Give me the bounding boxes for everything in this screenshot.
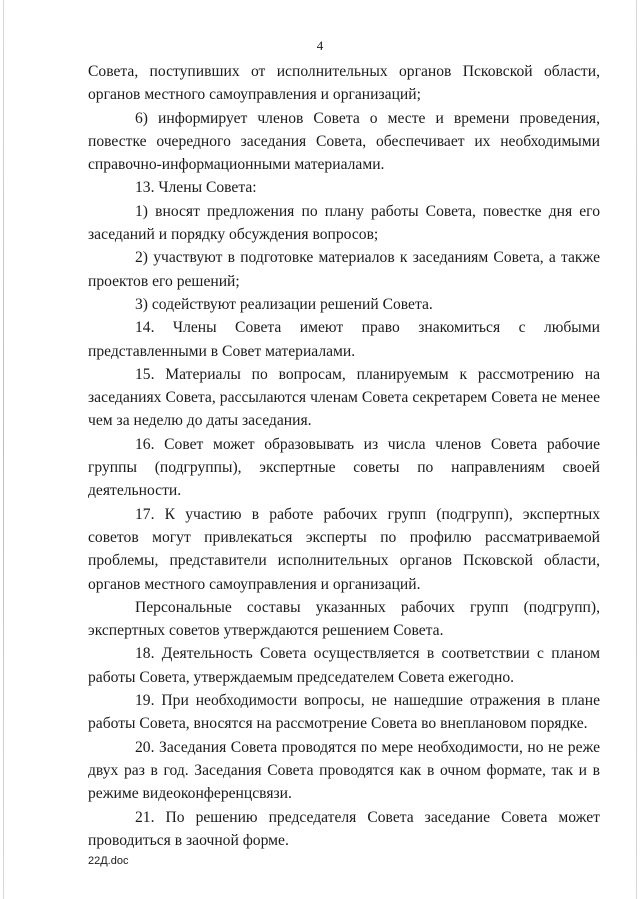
paragraph: 20. Заседания Совета проводятся по мере необходимости, но не реже двух раз в год. Заседания Совета проводятся как в очном формате, так и в режиме видеоконференцсвязи.: [88, 738, 600, 803]
paragraph: 14. Члены Совета имеют право знакомиться с любыми представленными в Совет материалами.: [88, 319, 600, 360]
page-number: 4: [316, 38, 324, 53]
paragraph: 18. Деятельность Совета осуществляется в соответствии с планом работы Совета, утверждаемым председателем Совета ежегодно.: [88, 645, 600, 686]
paragraph: 1) вносят предложения по плану работы Совета, повестке дня его заседаний и порядку обсуждения вопросов;: [88, 202, 600, 244]
paragraph: Совета, поступивших от исполнительных органов Псковской области, органов местного самоуправления и организаций;: [88, 63, 600, 104]
scan-edge-left: [3, 0, 4, 899]
file-name-footer: 22Д.doc: [88, 855, 129, 867]
paragraph: 13. Члены Совета:: [135, 179, 257, 197]
paragraph: 17. К участию в работе рабочих групп (подгрупп), экспертных советов могут привлекаться эксперты по профилю рассматриваемой проблемы, представители исполнительных органов Псковской области, органов местного самоуправления и организаций.: [88, 505, 600, 593]
paragraph: 3) содействуют реализации решений Совета.: [135, 295, 433, 313]
paragraph: 19. При необходимости вопросы, не нашедшие отражения в плане работы Совета, вносятся на рассмотрение Совета во внеплановом порядке.: [88, 692, 600, 733]
paragraph: 21. По решению председателя Совета заседание Совета может проводиться в заочной форме.: [88, 808, 600, 849]
paragraph: 6) информирует членов Совета о месте и времени проведения, повестке очередного заседания Совета, обеспечивает их необходимыми справочно-информационными материалами.: [88, 109, 600, 174]
paragraph: 16. Совет может образовывать из числа членов Совета рабочие группы (подгруппы), экспертные советы по направлениям своей деятельности.: [88, 435, 600, 500]
paragraph: 2) участвуют в подготовке материалов к заседаниям Совета, а также проектов его решений;: [88, 249, 600, 290]
paragraph: Персональные составы указанных рабочих групп (подгрупп), экспертных советов утверждаются решением Совета.: [88, 598, 600, 640]
paragraph: 15. Материалы по вопросам, планируемым к рассмотрению на заседаниях Совета, рассылаются членам Совета секретарем Совета не менее чем за неделю до даты заседания.: [88, 365, 600, 430]
document-body: [88, 60, 600, 852]
scan-edge-right: [636, 0, 637, 899]
